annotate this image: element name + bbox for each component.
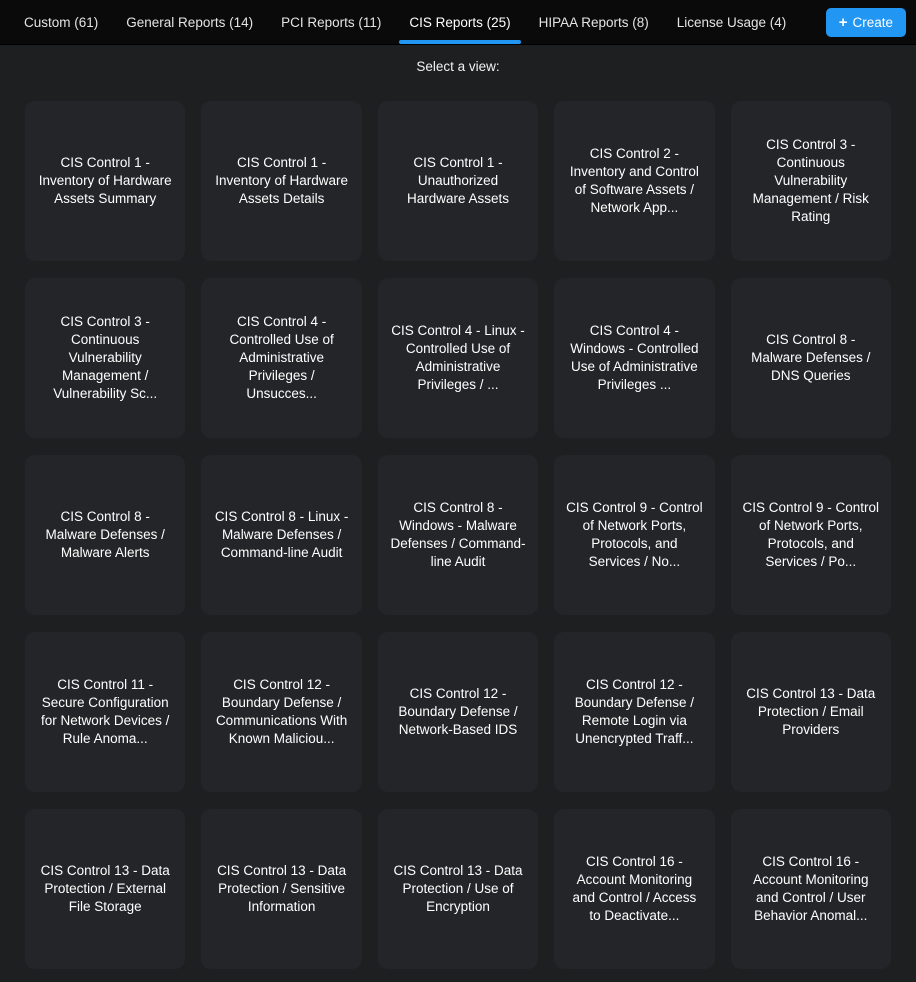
tab-pci-reports[interactable]	[267, 0, 395, 44]
view-card-label: CIS Control 8 - Malware Defenses / Malware Alerts	[45, 509, 165, 560]
view-card-label: CIS Control 3 - Continuous Vulnerability Management / Risk Rating	[752, 137, 869, 224]
tab-label: HIPAA Reports (8)	[538, 14, 649, 30]
view-card-label: CIS Control 12 - Boundary Defense / Remote Login via Unencrypted Traff...	[574, 677, 695, 746]
view-card[interactable]	[554, 632, 714, 792]
tab-label: License Usage (4)	[676, 14, 787, 30]
plus-icon: +	[838, 13, 848, 31]
select-view-prompt: Select a view:	[416, 59, 500, 74]
view-card-label: CIS Control 13 - Data Protection / Use of Encryption	[393, 863, 523, 914]
view-card-label: CIS Control 4 - Controlled Use of Administrative Privileges / Unsucces...	[229, 314, 334, 401]
view-card[interactable]	[25, 632, 185, 792]
view-card[interactable]	[731, 101, 891, 261]
report-views-panel	[0, 59, 916, 969]
view-card-label: CIS Control 4 - Linux - Controlled Use of Administrative Privileges / ...	[391, 323, 525, 392]
view-card[interactable]	[554, 101, 714, 261]
tab-general-reports[interactable]	[112, 0, 267, 44]
tab-license-usage[interactable]	[663, 0, 801, 44]
tab-cis-reports[interactable]	[395, 0, 524, 44]
tab-bar	[0, 0, 916, 45]
view-card-label: CIS Control 12 - Boundary Defense / Network-Based IDS	[398, 686, 518, 737]
tab-label: CIS Reports (25)	[409, 14, 511, 30]
create-button-label: Create	[852, 14, 893, 30]
view-card[interactable]	[378, 101, 538, 261]
view-card-label: CIS Control 1 - Unauthorized Hardware Assets	[406, 155, 510, 206]
view-card[interactable]	[201, 101, 361, 261]
view-card-label: CIS Control 12 - Boundary Defense / Communications With Known Maliciou...	[215, 677, 348, 746]
tab-label: PCI Reports (11)	[281, 14, 382, 30]
view-card-label: CIS Control 8 - Malware Defenses / DNS Queries	[751, 332, 871, 383]
view-grid	[0, 101, 916, 969]
view-card-label: CIS Control 13 - Data Protection / External File Storage	[40, 863, 170, 914]
create-button[interactable]	[826, 8, 906, 37]
view-card-label: CIS Control 8 - Windows - Malware Defenses / Command-line Audit	[390, 500, 526, 569]
tab-label: Custom (61)	[24, 14, 99, 30]
view-card[interactable]	[554, 809, 714, 969]
tab-custom[interactable]	[10, 0, 112, 44]
view-card-label: CIS Control 4 - Windows - Controlled Use of Administrative Privileges ...	[570, 323, 699, 392]
view-card[interactable]	[201, 278, 361, 438]
view-card[interactable]	[378, 455, 538, 615]
view-card[interactable]	[378, 278, 538, 438]
tab-hipaa-reports[interactable]	[525, 0, 663, 44]
view-card-label: CIS Control 9 - Control of Network Ports, Protocols, and Services / Po...	[742, 500, 880, 569]
view-card[interactable]	[731, 809, 891, 969]
view-card[interactable]	[201, 632, 361, 792]
view-card[interactable]	[25, 101, 185, 261]
view-card[interactable]	[731, 278, 891, 438]
view-card-label: CIS Control 13 - Data Protection / Sensitive Information	[217, 863, 347, 914]
tabs	[10, 0, 800, 44]
view-card-label: CIS Control 1 - Inventory of Hardware Assets Details	[215, 155, 348, 206]
view-card-label: CIS Control 13 - Data Protection / Email Providers	[746, 686, 876, 737]
view-card-label: CIS Control 1 - Inventory of Hardware Assets Summary	[38, 155, 172, 206]
view-card[interactable]	[731, 455, 891, 615]
view-card[interactable]	[25, 809, 185, 969]
view-card[interactable]	[25, 455, 185, 615]
tab-label: General Reports (14)	[126, 14, 254, 30]
view-card-label: CIS Control 11 - Secure Configuration for Network Devices / Rule Anoma...	[41, 677, 170, 746]
view-card-label: CIS Control 8 - Linux - Malware Defenses / Command-line Audit	[214, 509, 349, 560]
view-card[interactable]	[554, 278, 714, 438]
view-card-label: CIS Control 9 - Control of Network Ports, Protocols, and Services / No...	[566, 500, 703, 569]
view-card[interactable]	[25, 278, 185, 438]
view-card-label: CIS Control 3 - Continuous Vulnerability Management / Vulnerability Sc...	[53, 314, 158, 401]
view-card[interactable]	[378, 809, 538, 969]
view-card[interactable]	[554, 455, 714, 615]
view-card[interactable]	[378, 632, 538, 792]
view-card[interactable]	[201, 809, 361, 969]
view-card-label: CIS Control 16 - Account Monitoring and Control / Access to Deactivate...	[572, 854, 697, 923]
view-card[interactable]	[201, 455, 361, 615]
view-card[interactable]	[731, 632, 891, 792]
view-card-label: CIS Control 2 - Inventory and Control of Software Assets / Network App...	[569, 146, 699, 215]
view-card-label: CIS Control 16 - Account Monitoring and Control / User Behavior Anomal...	[753, 854, 869, 923]
